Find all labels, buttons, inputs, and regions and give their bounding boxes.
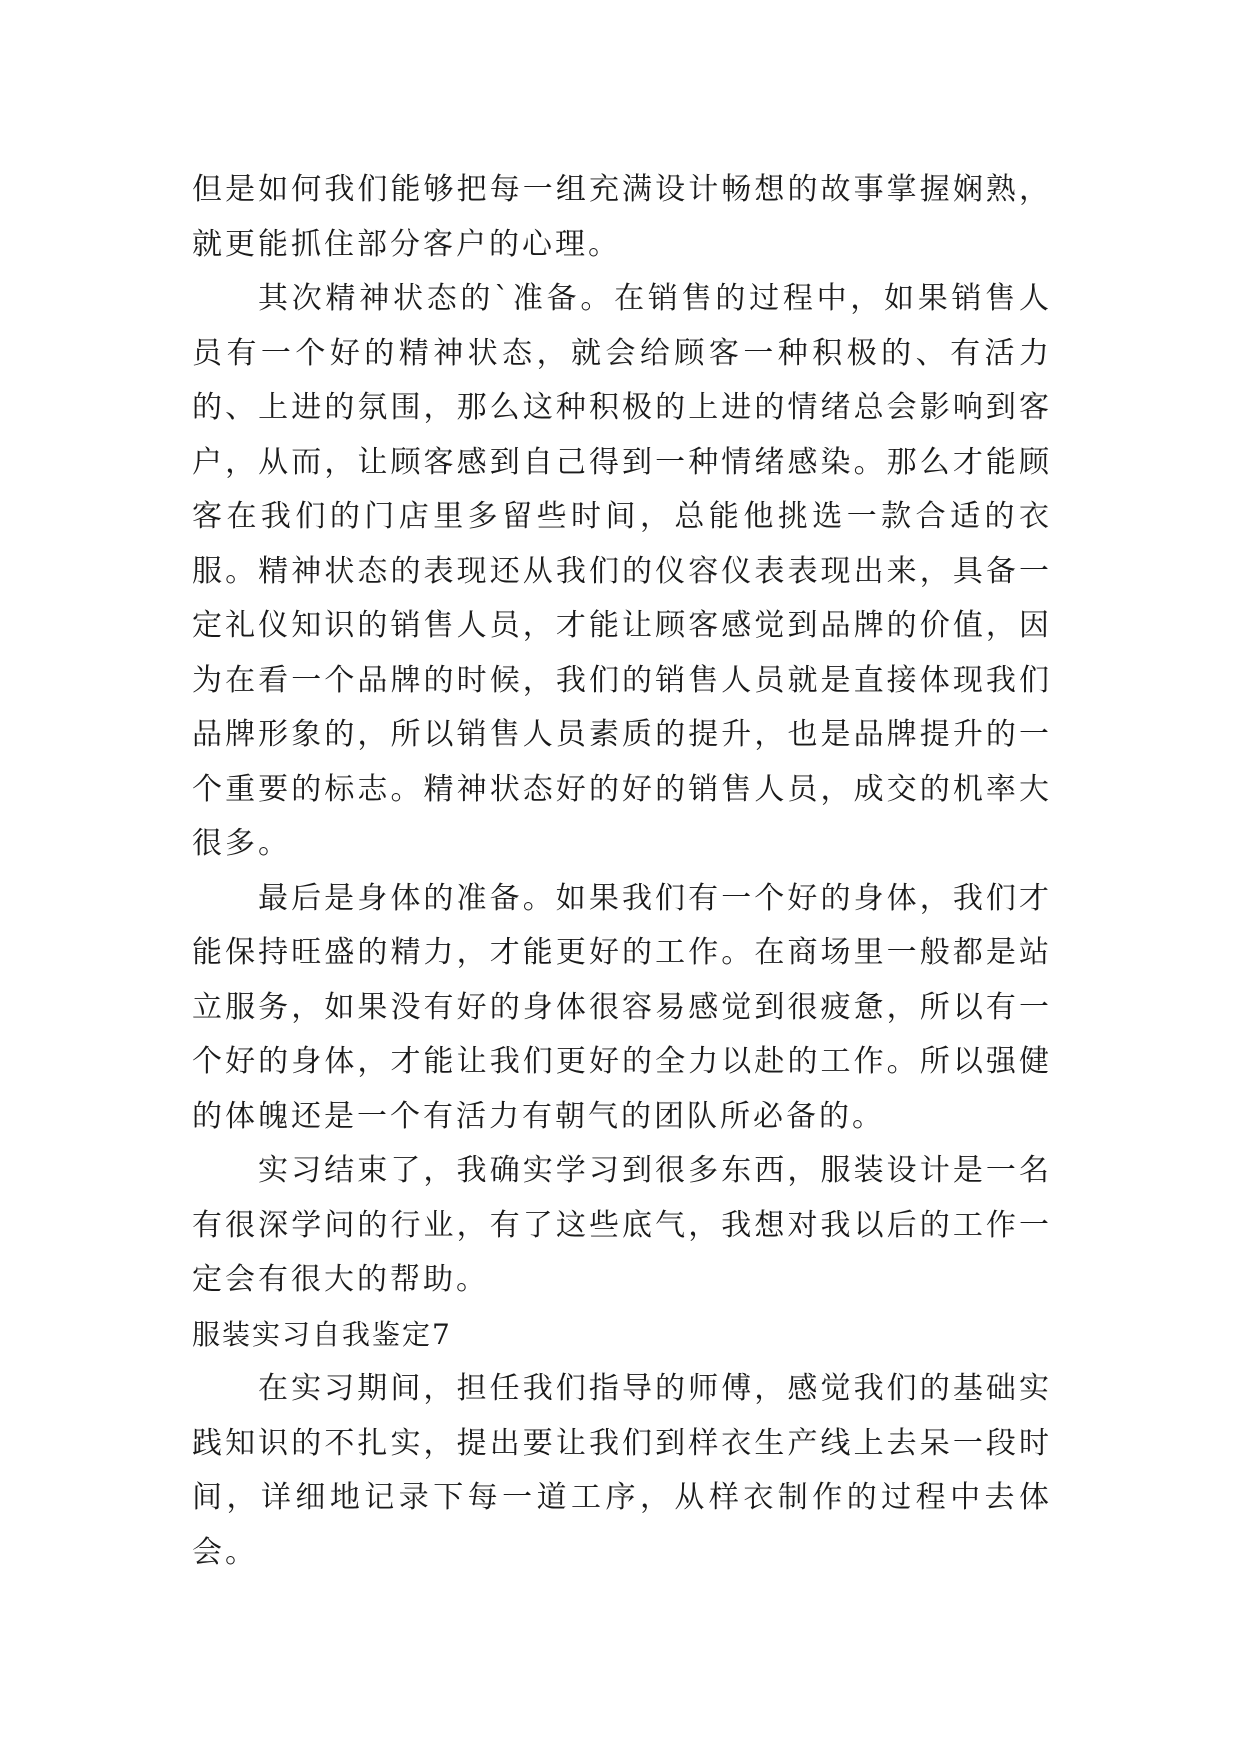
paragraph-2: 其次精神状态的`准备。在销售的过程中，如果销售人员有一个好的精神状态，就会给顾客一种积极的、有活力的、上进的氛围，那么这种积极的上进的情绪总会影响到客户，从而，让顾客感到自己得到一种情绪感染。那么才能顾客在我们的门店里多留些时间，总能他挑选一款合适的衣服。精神状态的表现还从我们的仪容仪表表现出来，具备一定礼仪知识的销售人员，才能让顾客感觉到品牌的价值，因为在看一个品牌的时候，我们的销售人员就是直接体现我们品牌形象的，所以销售人员素质的提升，也是品牌提升的一个重要的标志。精神状态好的好的销售人员，成交的机率大很多。: [192, 281, 1052, 861]
document-body: [192, 163, 1052, 1580]
section-paragraph-1: 在实习期间，担任我们指导的师傅，感觉我们的基础实践知识的不扎实，提出要让我们到样衣生产线上去呆一段时间，详细地记录下每一道工序，从样衣制作的过程中去体会。: [192, 1371, 1052, 1570]
paragraph-3: 最后是身体的准备。如果我们有一个好的身体，我们才能保持旺盛的精力，才能更好的工作。在商场里一般都是站立服务，如果没有好的身体很容易感觉到很疲惫，所以有一个好的身体，才能让我们更好的全力以赴的工作。所以强健的体魄还是一个有活力有朝气的团队所必备的。: [192, 880, 1052, 1134]
paragraph-4: 实习结束了，我确实学习到很多东西，服装设计是一名有很深学问的行业，有了这些底气，我想对我以后的工作一定会有很大的帮助。: [192, 1153, 1052, 1297]
paragraph-1: 但是如何我们能够把每一组充满设计畅想的故事掌握娴熟，就更能抓住部分客户的心理。: [192, 172, 1052, 262]
section-heading: 服装实习自我鉴定7: [192, 1317, 452, 1351]
